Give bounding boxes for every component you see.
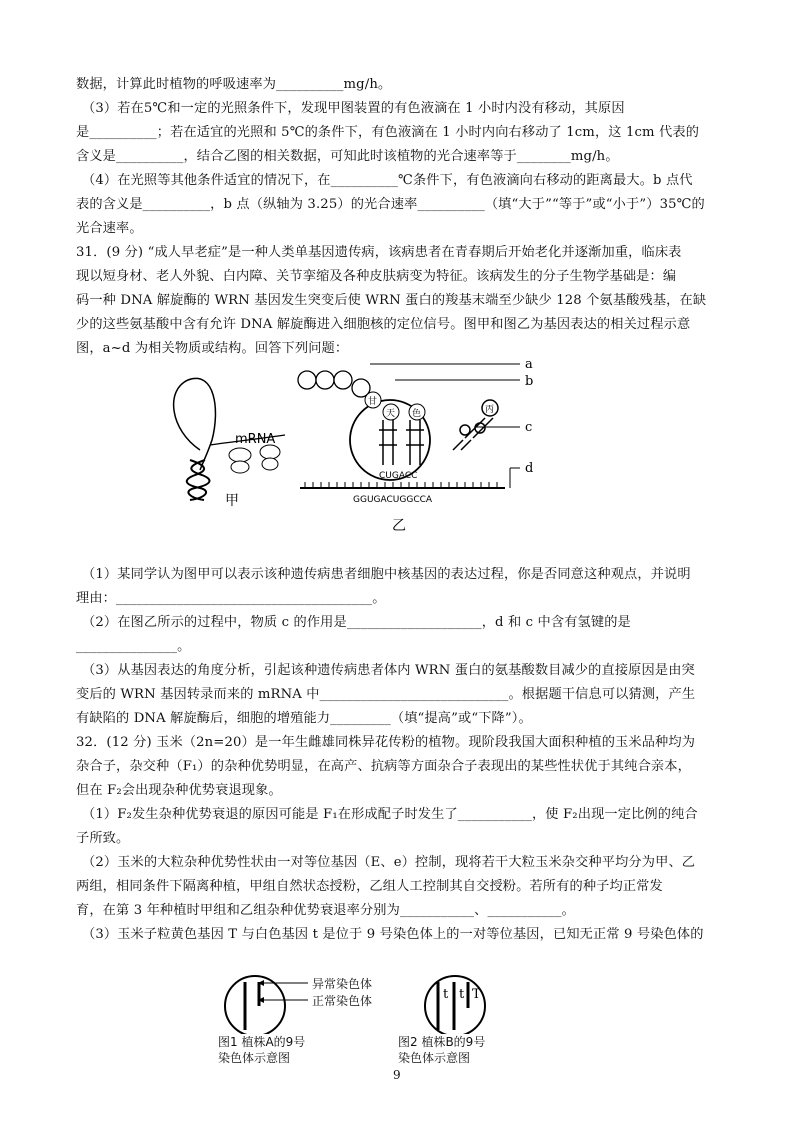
figure-chromosome-b	[410, 968, 500, 1034]
ribosome	[229, 448, 251, 462]
amino-acid-gan: 甘	[368, 397, 378, 407]
text-line: （1）某同学认为图甲可以表示该种遗传病患者细胞中核基因的表达过程，你是否同意这种观点，并说明	[82, 567, 691, 582]
amino-acid	[298, 371, 316, 389]
text-line: 但在 F₂会出现杂种优势衰退现象。	[76, 783, 282, 798]
text-line: _______________。	[76, 639, 191, 654]
text-line: 码一种 DNA 解旋酶的 WRN 基因发生突变后使 WRN 蛋白的羧基末端至少缺少 128 个氨基酸残基，在缺	[76, 293, 707, 308]
ribosome	[260, 445, 280, 459]
text-line: 育，在第 3 年种植时甲组和乙组杂种优势衰退率分别为___________、___________。	[76, 903, 576, 918]
label-a: a	[525, 357, 533, 372]
anticodon-seq: CUGACC	[379, 471, 418, 481]
figure-caption: 染色体示意图	[398, 1051, 471, 1065]
label-arrows	[258, 978, 320, 1018]
text-line: 有缺陷的 DNA 解旋酶后，细胞的增殖能力_________（填“提高”或“下降”）。	[76, 711, 532, 726]
text-line: 数据，计算此时植物的呼吸速率为__________mg/h。	[76, 77, 392, 92]
text-line: （3）若在5℃和一定的光照条件下，发现甲图装置的有色液滴在 1 小时内没有移动，其原因	[82, 101, 625, 116]
label-b: b	[525, 374, 534, 389]
figure-caption: 图2 植株B的9号	[398, 1035, 486, 1049]
text-line: 表的含义是__________，b 点（纵轴为 3.25）的光合速率__________（填“大于”“等于”或“小于”）35℃的	[76, 197, 705, 212]
text-line: 少的这些氨基酸中含有允许 DNA 解旋酶进入细胞核的定位信号。图甲和图乙为基因表达的相关过程示意	[76, 317, 691, 332]
text-line: （1）F₂发生杂种优势衰退的原因可能是 F₁在形成配子时发生了___________，使 F₂出现一定比例的纯合	[82, 807, 698, 822]
text-line: 杂合子，杂交种（F₁）的杂种优势明显，在高产、抗病等方面杂合子表现出的某些性状优于其纯合亲本，	[76, 759, 691, 774]
text-line: 光合速率。	[76, 221, 143, 236]
figure-jia	[160, 370, 300, 520]
text-line: 31．(9 分) “成人早老症”是一种人类单基因遗传病，该病患者在青春期后开始老化并逐渐加重，临床表	[76, 245, 682, 260]
figure-caption: 染色体示意图	[218, 1051, 291, 1065]
text-line: （2）玉米的大粒杂种优势性状由一对等位基因（E、e）控制，现将若干大粒玉米杂交种平均分为甲、乙	[82, 855, 696, 870]
text-line: （4）在光照等其他条件适宜的情况下，在__________℃条件下，有色液滴向右移动的距离最大。b 点代	[82, 173, 693, 188]
text-line: （3）玉米子粒黄色基因 T 与白色基因 t 是位于 9 号染色体上的一对等位基因，已知无正常 9 号染色体的	[82, 927, 704, 942]
amino-acid	[334, 371, 352, 389]
amino-acid-se: 色	[412, 409, 422, 419]
label-abnormal-chromosome: 异常染色体	[312, 977, 373, 991]
gene-t: t	[459, 987, 465, 1002]
mrna-sequence: GGUGACUGGCCA	[353, 495, 433, 505]
text-line: 是__________；若在适宜的光照和 5℃的条件下，有色液滴在 1 小时内向右移动了 1cm，这 1cm 代表的	[76, 125, 700, 140]
label-c: c	[525, 420, 533, 435]
label-d: d	[525, 461, 534, 476]
text-line: 子所致。	[76, 831, 130, 846]
amino-acid-bing: 丙	[485, 405, 495, 415]
dna-loop	[174, 378, 216, 470]
text-line: 32．(12 分) 玉米（2n=20）是一年生雌雄同株异花传粉的植物。现阶段我国大面积种植的玉米品种均为	[76, 735, 696, 750]
mrna-label: mRNA	[235, 432, 276, 447]
figure-caption: 甲	[225, 493, 239, 509]
amino-acid	[316, 371, 334, 389]
gene-T: T	[472, 987, 481, 1002]
figure-caption: 图1 植株A的9号	[218, 1035, 306, 1049]
gene-t: t	[443, 987, 449, 1002]
text-line: 两组，相同条件下隔离种植，甲组自然状态授粉，乙组人工控制其自交授粉。若所有的种子均正常发	[76, 879, 663, 894]
text-line: 图，a~d 为相关物质或结构。回答下列问题：	[76, 341, 349, 356]
page-number: 9	[393, 1068, 401, 1082]
amino-acid-tian: 天	[386, 409, 396, 419]
text-line: 现以短身材、老人外貌、白内障、关节挛缩及各种皮肤病变为特征。该病发生的分子生物学基础是：编	[76, 269, 677, 284]
text-line: 理由：______________________________________。	[76, 591, 386, 606]
label-normal-chromosome: 正常染色体	[312, 994, 373, 1008]
text-line: （2）在图乙所示的过程中，物质 c 的作用是____________________，d 和 c 中含有氢键的是	[82, 615, 631, 630]
text-line: 含义是__________，结合乙图的相关数据，可知此时该植物的光合速率等于________mg/h。	[76, 149, 619, 164]
text-line: 变后的 WRN 基因转录而来的 mRNA 中____________________________。根据题干信息可以猜测，产生	[76, 687, 696, 702]
figure-yi	[295, 350, 555, 535]
figure-caption: 乙	[392, 518, 406, 534]
text-line: （3）从基因表达的角度分析，引起该种遗传病患者体内 WRN 蛋白的氨基酸数目减少的直接原因是由突	[82, 663, 695, 678]
